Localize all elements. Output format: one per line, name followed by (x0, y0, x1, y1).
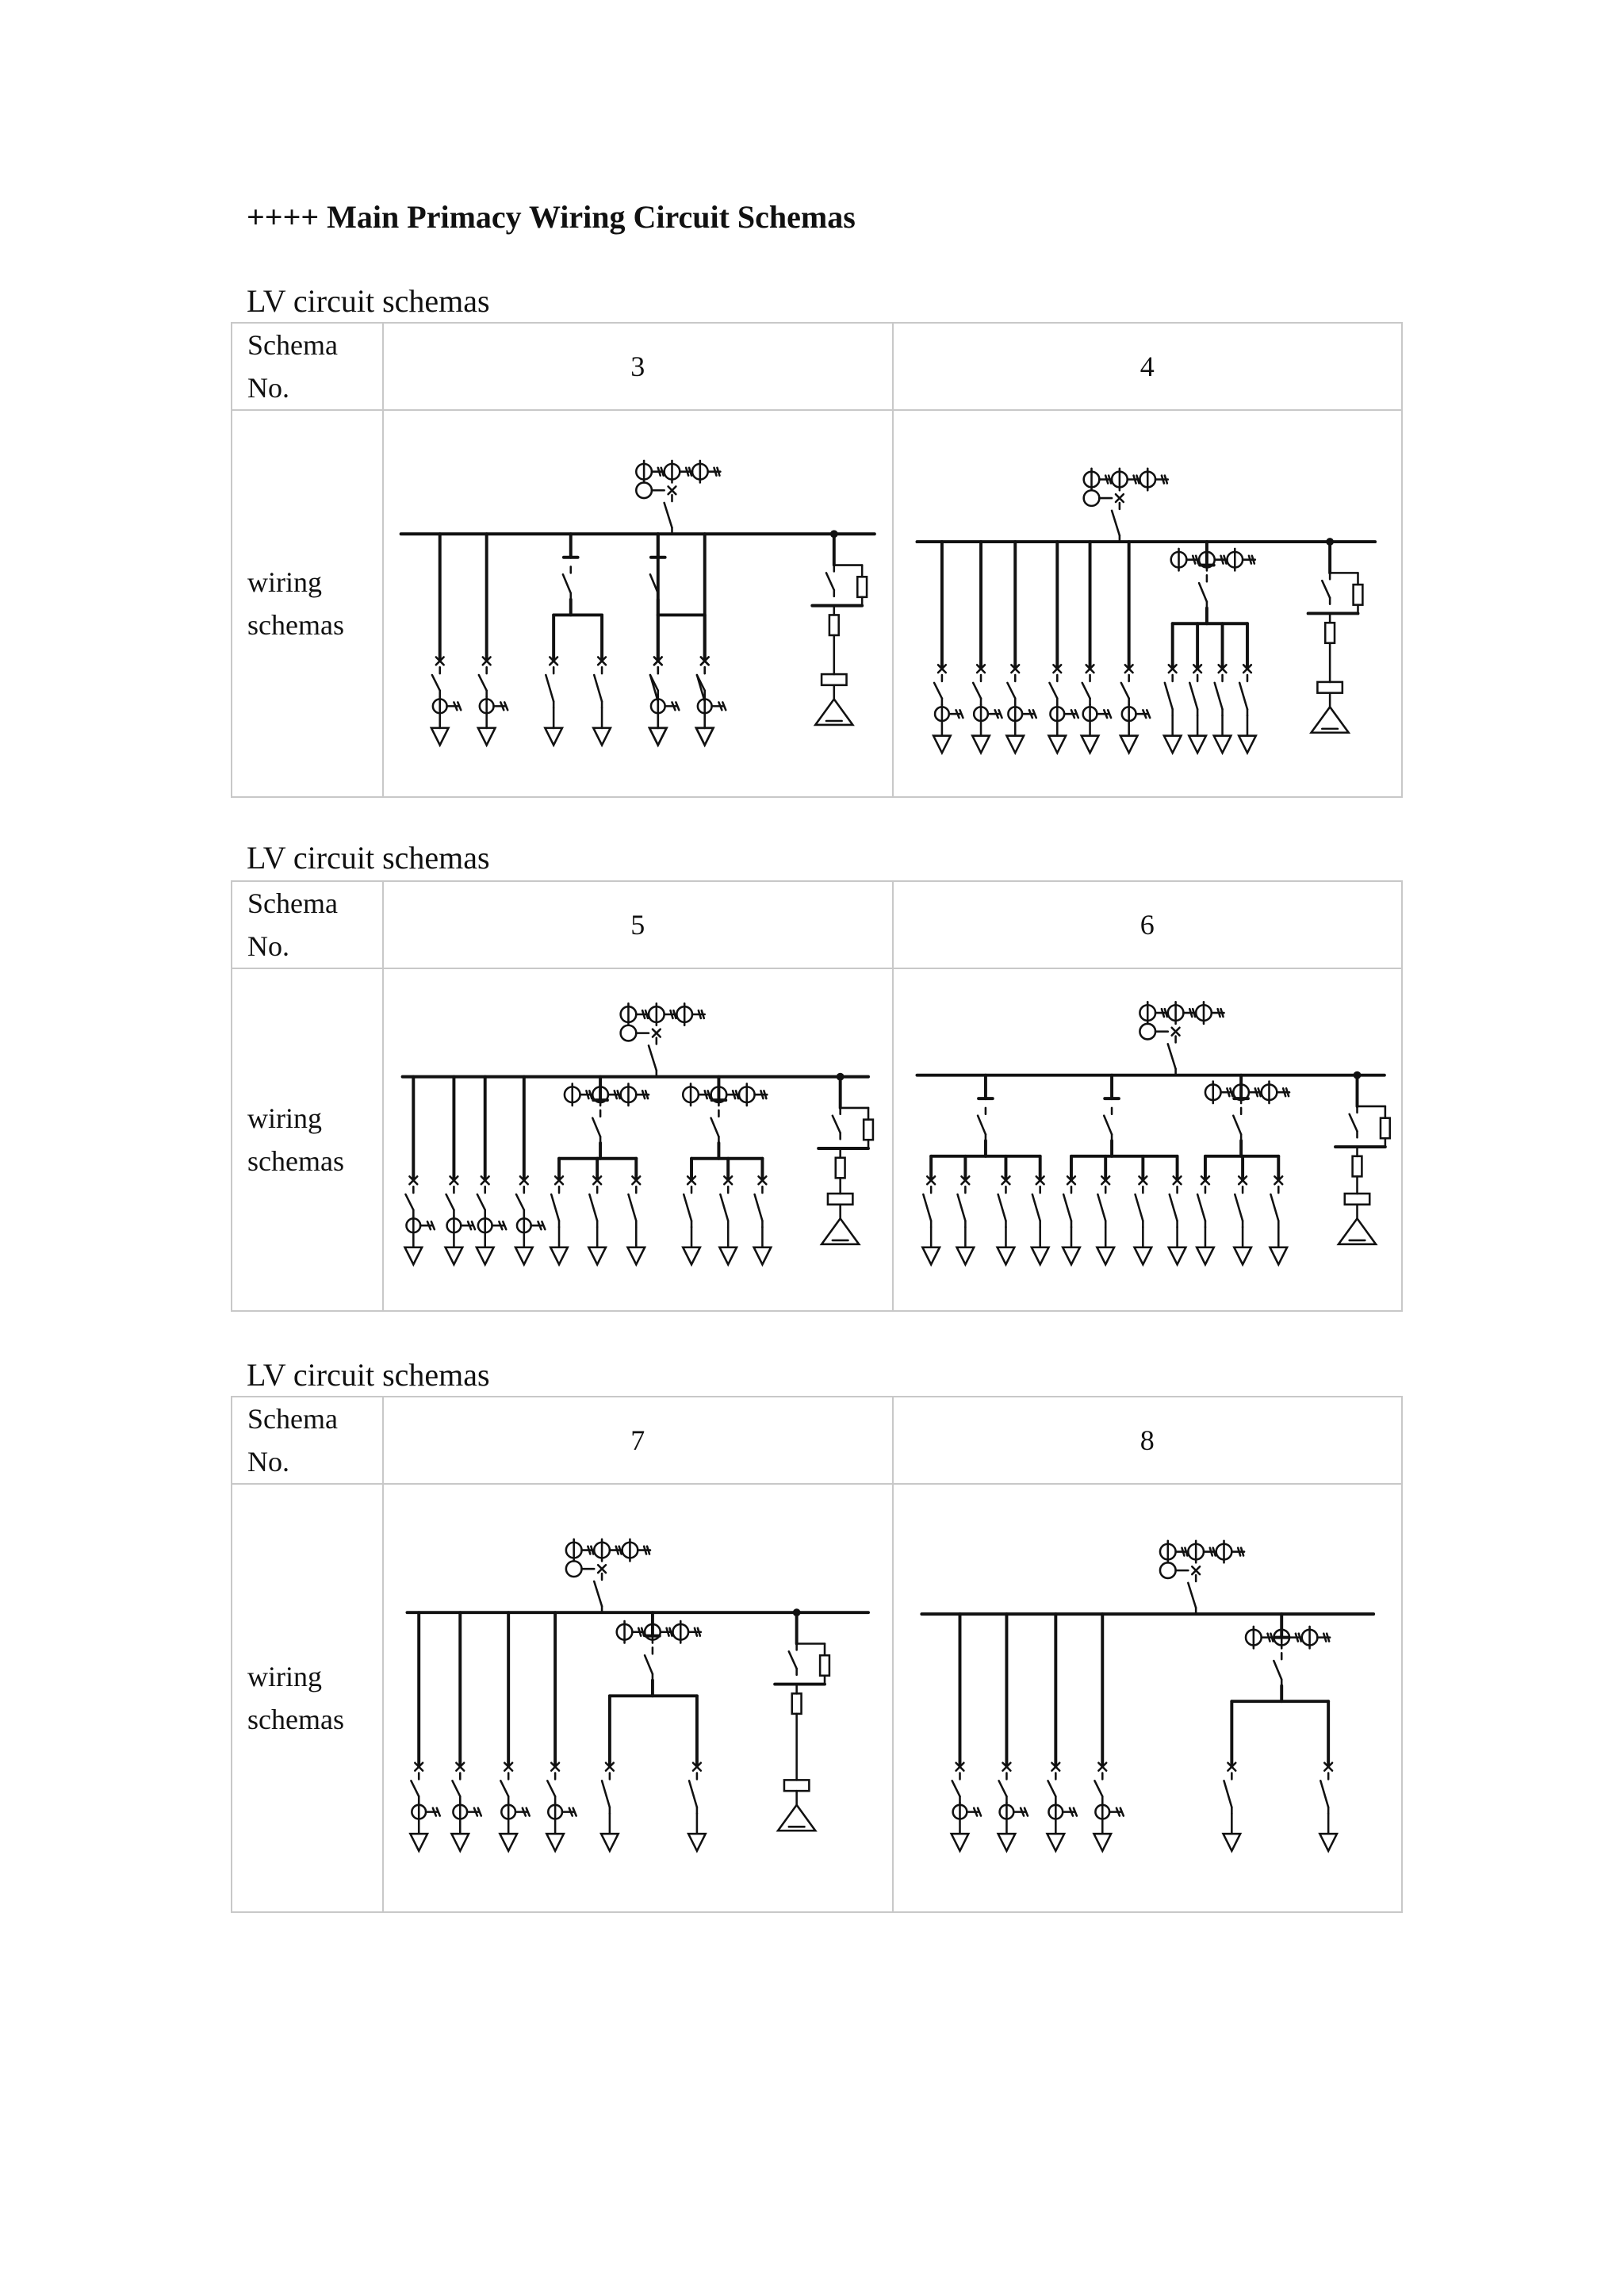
switch-contact-icon (1063, 1186, 1071, 1227)
capacitor-branch (1308, 538, 1362, 733)
feeder-branch (515, 1076, 545, 1264)
current-transformer-icon (412, 1805, 439, 1819)
wiring-row (232, 410, 1402, 797)
wiring-diagram-5 (384, 972, 892, 1308)
feeder-branch (1048, 542, 1078, 753)
wiring-row (232, 968, 1402, 1311)
switch-contact-icon (477, 1186, 485, 1216)
group-feeder (683, 1076, 771, 1264)
load-outlet-icon (1048, 736, 1066, 753)
load-outlet-icon (972, 736, 990, 753)
load-outlet-icon (951, 1834, 968, 1851)
switch-contact-icon (1112, 503, 1120, 542)
current-transformer-icon (406, 1218, 434, 1232)
load-outlet-icon (1239, 736, 1256, 753)
group-feeder (1223, 1614, 1336, 1851)
load-outlet-icon (1097, 1248, 1114, 1265)
group-feeder (1163, 542, 1255, 753)
load-outlet-icon (1189, 736, 1206, 753)
load-outlet-icon (933, 736, 951, 753)
current-transformer-icon (433, 700, 461, 714)
load-outlet-icon (683, 1248, 700, 1265)
switch-contact-icon (1214, 675, 1222, 715)
switch-contact-icon (516, 1186, 524, 1216)
load-outlet-icon (1223, 1834, 1240, 1851)
main-incomer (621, 1003, 705, 1076)
meter-set-icon (1083, 491, 1111, 507)
load-outlet-icon (1270, 1248, 1287, 1265)
load-outlet-icon (1320, 1834, 1337, 1851)
switch-contact-icon (711, 1110, 719, 1143)
group-feeder (1063, 1075, 1185, 1264)
switch-contact-icon (1270, 1186, 1278, 1227)
feeder-branch (696, 535, 726, 746)
load-outlet-icon (410, 1834, 427, 1851)
meter-set-icon (1083, 469, 1167, 491)
label-line: Schema (247, 1403, 338, 1435)
switch-contact-icon (649, 1037, 657, 1076)
switch-contact-icon (479, 668, 487, 697)
switch-contact-icon (446, 1186, 454, 1216)
switch-contact-icon (1104, 1108, 1112, 1140)
current-transformer-icon (1048, 1805, 1076, 1819)
switch-contact-icon (406, 1186, 414, 1216)
load-outlet-icon (1213, 736, 1231, 753)
switch-contact-icon (1120, 675, 1128, 704)
load-outlet-icon (1163, 736, 1181, 753)
load-outlet-icon (1234, 1248, 1251, 1265)
wiring-diagram-8 (894, 1488, 1402, 1908)
meter-set-icon (621, 1003, 705, 1025)
switch-contact-icon (1007, 675, 1015, 704)
section-heading: LV circuit schemas (247, 283, 490, 319)
switch-contact-icon (720, 1186, 728, 1227)
load-outlet-icon (1006, 736, 1024, 753)
switch-contact-icon (934, 675, 942, 704)
section-heading: LV circuit schemas (247, 840, 490, 876)
feeder-branch (446, 1076, 475, 1264)
wiring-diagram-4 (894, 413, 1402, 793)
switch-contact-icon (411, 1773, 419, 1802)
label-line: schemas (247, 609, 344, 641)
meter-set-icon (566, 1539, 650, 1562)
switch-contact-icon (1094, 1773, 1102, 1802)
load-outlet-icon (1031, 1248, 1048, 1265)
feeder-branch (451, 1612, 481, 1851)
switch-contact-icon (547, 1773, 555, 1802)
load-outlet-icon (500, 1834, 517, 1851)
meter-set-icon (636, 483, 664, 499)
group-feeder (545, 535, 611, 746)
row-label-wiring-schemas (232, 1484, 383, 1912)
breaker-contact-icon (668, 487, 676, 495)
current-transformer-icon (480, 700, 508, 714)
load-outlet-icon (1081, 736, 1098, 753)
load-outlet-icon (719, 1248, 737, 1265)
schema-number-row (232, 1397, 1402, 1484)
feeder-branch (410, 1612, 439, 1851)
switch-contact-icon (1197, 1186, 1205, 1227)
switch-contact-icon (546, 668, 553, 708)
breaker-contact-icon (1115, 494, 1123, 502)
meter-set-icon (1139, 1002, 1224, 1024)
feeder-branch (1081, 542, 1110, 753)
schema-number: 3 (383, 323, 893, 410)
wiring-diagram-cell (893, 410, 1403, 797)
current-transformer-icon (1082, 707, 1110, 722)
current-transformer-icon (651, 700, 679, 714)
load-outlet-icon (922, 1248, 940, 1265)
feeder-branch (1094, 1614, 1123, 1851)
label-line: No. (247, 1446, 289, 1478)
switch-contact-icon (452, 1773, 460, 1802)
meter-set-icon (683, 1083, 767, 1106)
label-line: schemas (247, 1704, 344, 1735)
load-outlet-icon (1047, 1834, 1064, 1851)
switch-contact-icon (978, 1108, 986, 1140)
load-outlet-icon (601, 1834, 619, 1851)
load-outlet-icon (1120, 736, 1137, 753)
load-outlet-icon (477, 1248, 494, 1265)
switch-contact-icon (998, 1186, 1005, 1227)
load-outlet-icon (754, 1248, 772, 1265)
label-line: No. (247, 372, 289, 404)
switch-contact-icon (789, 1643, 797, 1674)
load-outlet-icon (451, 1834, 469, 1851)
load-outlet-icon (1168, 1248, 1185, 1265)
schema-table (231, 322, 1403, 798)
wiring-row (232, 1484, 1402, 1912)
breaker-contact-icon (1192, 1566, 1200, 1574)
label-line: No. (247, 930, 289, 962)
schema-number: 7 (383, 1397, 893, 1484)
load-outlet-icon (478, 728, 496, 746)
current-transformer-icon (1121, 707, 1149, 722)
current-transformer-icon (447, 1218, 475, 1232)
wiring-diagram-3 (384, 413, 892, 793)
switch-contact-icon (500, 1773, 508, 1802)
capacitor-branch (818, 1073, 873, 1244)
load-outlet-icon (998, 1834, 1015, 1851)
load-outlet-icon (431, 728, 449, 746)
switch-contact-icon (952, 1773, 959, 1802)
load-outlet-icon (696, 728, 714, 746)
current-transformer-icon (1095, 1805, 1123, 1819)
schema-table (231, 880, 1403, 1312)
main-incomer (1139, 1002, 1224, 1075)
breaker-contact-icon (598, 1565, 606, 1573)
meter-set-icon (1159, 1562, 1187, 1578)
current-transformer-icon (698, 700, 726, 714)
switch-contact-icon (923, 1186, 931, 1227)
meter-set-icon (636, 461, 720, 483)
group-feeder (601, 1612, 706, 1851)
main-incomer (1083, 469, 1167, 542)
current-transformer-icon (1050, 707, 1078, 722)
feeder-branch (998, 1614, 1027, 1851)
switch-contact-icon (1322, 573, 1330, 604)
switch-contact-icon (957, 1186, 965, 1227)
current-transformer-icon (952, 1805, 980, 1819)
load-outlet-icon (546, 1834, 564, 1851)
feeder-branch (477, 1076, 506, 1264)
switch-contact-icon (589, 1186, 597, 1227)
switch-contact-icon (1032, 1186, 1040, 1227)
breaker-contact-icon (653, 1029, 661, 1037)
switch-contact-icon (665, 495, 672, 534)
load-outlet-icon (588, 1248, 606, 1265)
wiring-diagram-cell (893, 968, 1403, 1311)
group-feeder (550, 1076, 649, 1264)
switch-contact-icon (689, 1773, 697, 1813)
current-transformer-icon (501, 1805, 529, 1819)
meter-set-icon (1159, 1541, 1243, 1563)
feeder-branch (1006, 542, 1036, 753)
switch-contact-icon (592, 1110, 600, 1143)
feeder-branch (951, 1614, 980, 1851)
document-title: ++++ Main Primacy Wiring Circuit Schemas (247, 199, 856, 235)
schema-table (231, 1396, 1403, 1913)
main-incomer (566, 1539, 650, 1612)
load-outlet-icon (593, 728, 611, 746)
switch-contact-icon (1097, 1186, 1105, 1227)
switch-contact-icon (1199, 576, 1207, 608)
load-outlet-icon (545, 728, 562, 746)
switch-contact-icon (1135, 1186, 1143, 1227)
switch-contact-icon (551, 1186, 559, 1227)
switch-contact-icon (1189, 675, 1197, 715)
switch-contact-icon (628, 1186, 636, 1227)
switch-contact-icon (998, 1773, 1006, 1802)
row-label-schema-no (232, 881, 383, 968)
load-outlet-icon (550, 1248, 568, 1265)
switch-contact-icon (1048, 1773, 1055, 1802)
wiring-diagram-cell (383, 410, 893, 797)
schema-number-row (232, 881, 1402, 968)
switch-contact-icon (973, 675, 981, 704)
load-outlet-icon (1134, 1248, 1151, 1265)
switch-contact-icon (826, 565, 834, 596)
load-outlet-icon (515, 1248, 533, 1265)
capacitor-branch (775, 1608, 829, 1830)
switch-contact-icon (1235, 1186, 1243, 1227)
current-transformer-icon (974, 707, 1002, 722)
schema-number: 5 (383, 881, 893, 968)
switch-contact-icon (1233, 1108, 1241, 1140)
label-line: schemas (247, 1145, 344, 1177)
main-incomer (1159, 1541, 1243, 1614)
meter-set-icon (617, 1621, 701, 1643)
wiring-diagram-cell (383, 968, 893, 1311)
feeder-branch (649, 535, 679, 746)
switch-contact-icon (594, 1573, 602, 1612)
meter-set-icon (1170, 549, 1254, 571)
current-transformer-icon (478, 1218, 506, 1232)
label-line: wiring (247, 1102, 322, 1134)
label-line: Schema (247, 329, 338, 361)
switch-contact-icon (1167, 1036, 1175, 1075)
label-line: wiring (247, 1661, 322, 1692)
meter-set-icon (566, 1561, 594, 1577)
switch-contact-icon (1082, 675, 1090, 704)
row-label-schema-no (232, 1397, 383, 1484)
feeder-branch (1120, 542, 1149, 753)
breaker-contact-icon (1171, 1028, 1179, 1036)
load-outlet-icon (649, 728, 667, 746)
switch-contact-icon (755, 1186, 763, 1227)
schema-number-row (232, 323, 1402, 410)
label-line: Schema (247, 887, 338, 919)
main-incomer (636, 461, 720, 534)
switch-contact-icon (432, 668, 440, 697)
wiring-diagram-7 (384, 1488, 892, 1908)
row-label-schema-no (232, 323, 383, 410)
row-label-wiring-schemas (232, 410, 383, 797)
feeder-branch (478, 535, 508, 746)
wiring-diagram-cell (383, 1484, 893, 1912)
capacitor-branch (812, 531, 867, 726)
group-feeder (1197, 1075, 1289, 1264)
current-transformer-icon (1008, 707, 1036, 722)
load-outlet-icon (1094, 1834, 1111, 1851)
schema-number: 6 (893, 881, 1403, 968)
switch-contact-icon (602, 1773, 610, 1813)
capacitor-branch (1335, 1071, 1389, 1244)
load-outlet-icon (446, 1248, 463, 1265)
schema-number: 8 (893, 1397, 1403, 1484)
load-outlet-icon (688, 1834, 706, 1851)
current-transformer-icon (999, 1805, 1027, 1819)
current-transformer-icon (935, 707, 963, 722)
load-outlet-icon (405, 1248, 423, 1265)
feeder-branch (546, 1612, 576, 1851)
switch-contact-icon (1169, 1186, 1177, 1227)
switch-contact-icon (1349, 1106, 1357, 1137)
switch-contact-icon (833, 1108, 841, 1139)
switch-contact-icon (1188, 1575, 1196, 1614)
switch-contact-icon (645, 1647, 653, 1680)
switch-contact-icon (684, 1186, 691, 1227)
feeder-branch (431, 535, 461, 746)
feeder-branch (500, 1612, 529, 1851)
current-transformer-icon (453, 1805, 481, 1819)
current-transformer-icon (548, 1805, 576, 1819)
load-outlet-icon (627, 1248, 645, 1265)
feeder-branch (972, 542, 1002, 753)
meter-set-icon (565, 1083, 649, 1106)
wiring-diagram-cell (893, 1484, 1403, 1912)
group-feeder (922, 1075, 1048, 1264)
switch-contact-icon (1164, 675, 1172, 715)
section-heading: LV circuit schemas (247, 1357, 490, 1393)
feeder-branch (1047, 1614, 1076, 1851)
load-outlet-icon (649, 728, 667, 746)
load-outlet-icon (956, 1248, 974, 1265)
meter-set-icon (1139, 1024, 1167, 1040)
switch-contact-icon (1224, 1773, 1231, 1813)
switch-contact-icon (1320, 1773, 1328, 1813)
load-outlet-icon (696, 728, 714, 746)
switch-contact-icon (563, 567, 571, 600)
row-label-wiring-schemas (232, 968, 383, 1311)
schema-number: 4 (893, 323, 1403, 410)
switch-contact-icon (1274, 1653, 1281, 1685)
feeder-branch (933, 542, 963, 753)
feeder-branch (405, 1076, 435, 1264)
load-outlet-icon (1063, 1248, 1080, 1265)
current-transformer-icon (517, 1218, 545, 1232)
switch-contact-icon (1239, 675, 1247, 715)
switch-contact-icon (594, 668, 602, 708)
load-outlet-icon (997, 1248, 1014, 1265)
meter-set-icon (621, 1025, 649, 1041)
wiring-diagram-6 (894, 972, 1402, 1308)
switch-contact-icon (1049, 675, 1057, 704)
label-line: wiring (247, 566, 322, 598)
load-outlet-icon (1197, 1248, 1214, 1265)
